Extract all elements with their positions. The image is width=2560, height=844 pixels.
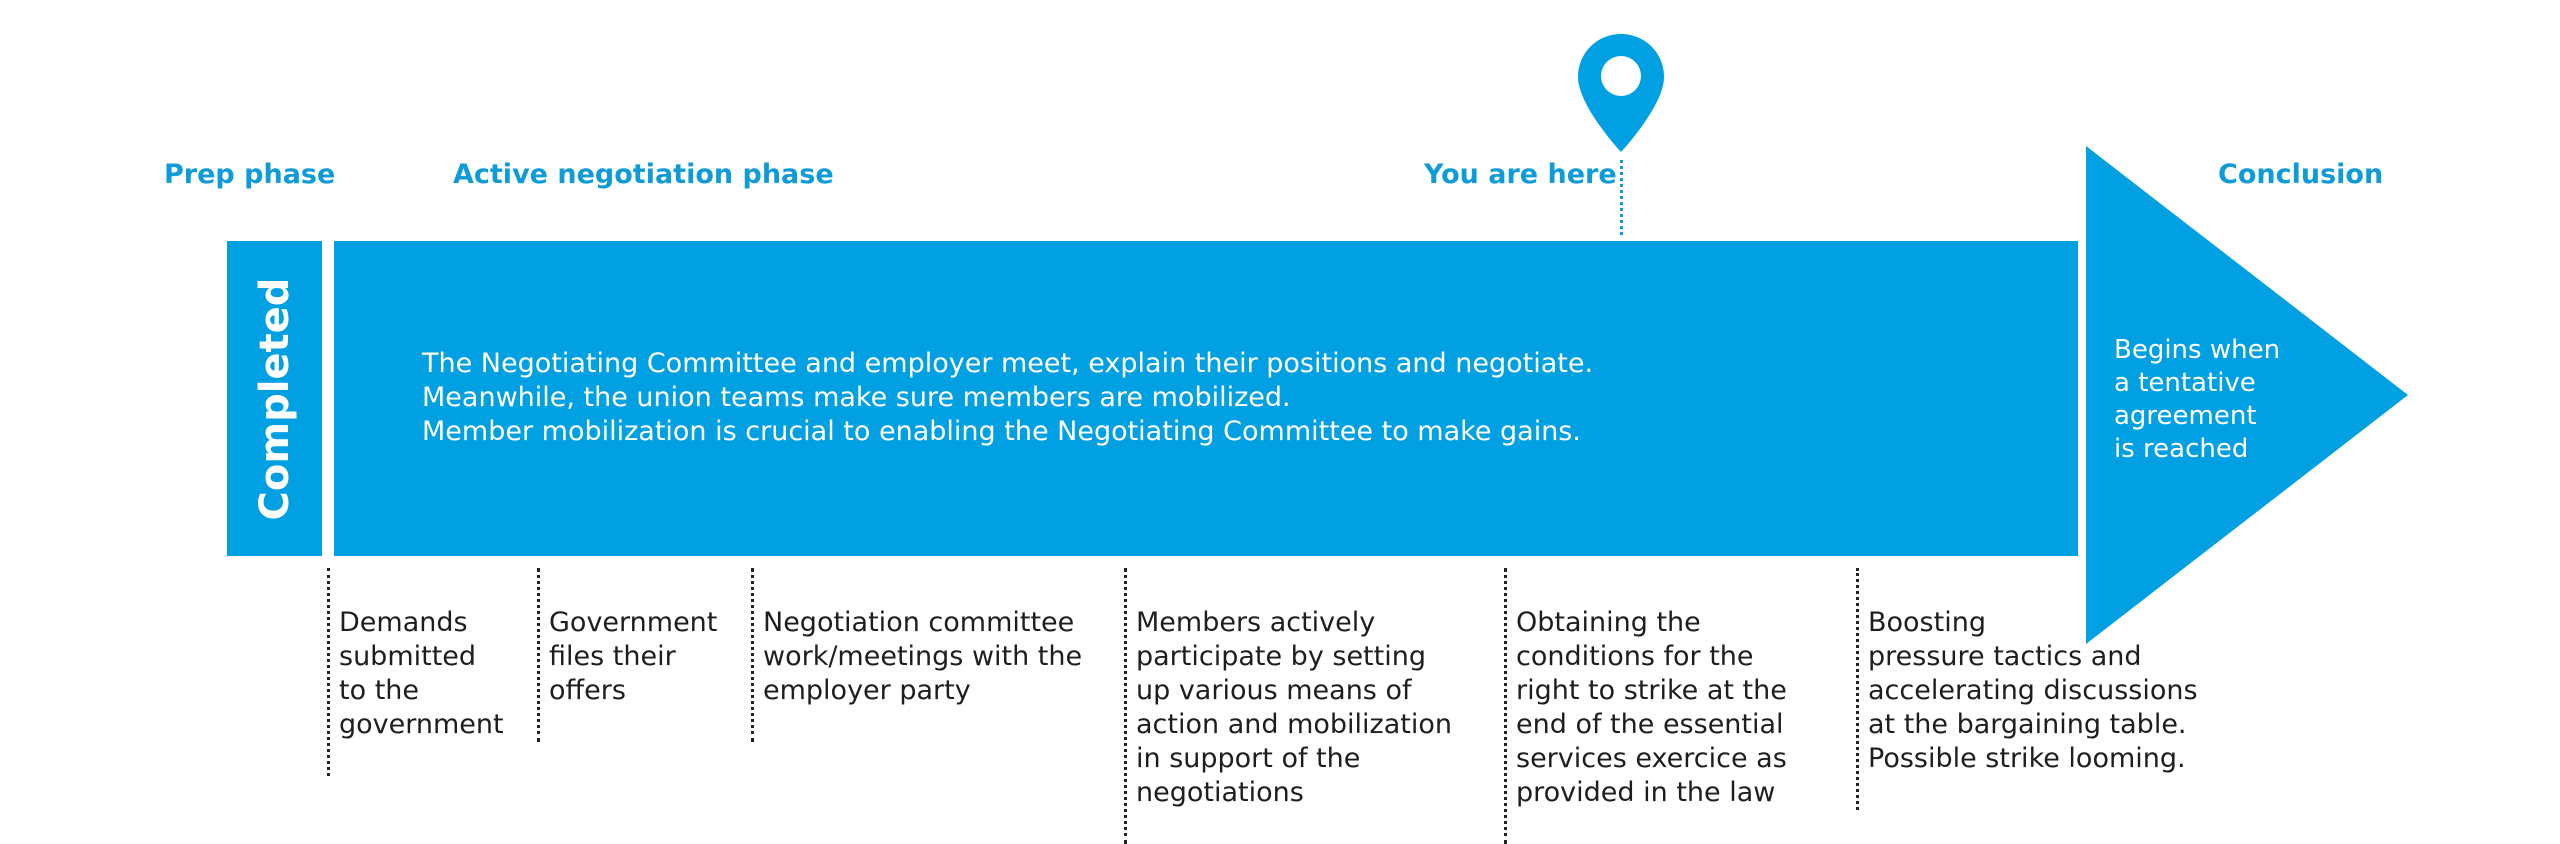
description-line: Member mobilization is crucial to enabling the Negotiating Committee to make gains. [422,416,1581,447]
active-phase-description [422,347,1593,449]
timeline-step [327,568,504,776]
step-line: government [339,709,504,740]
you-are-here-label: You are here [1424,159,1617,190]
timeline-step [1856,568,2198,810]
active-phase-block [334,241,2078,556]
step-text [1868,606,2198,776]
step-line: employer party [763,675,971,706]
conclusion-line: agreement [2114,401,2257,431]
step-line: conditions for the [1516,641,1754,672]
step-line: work/meetings with the [763,641,1083,672]
prep-phase-label: Prep phase [164,159,336,190]
step-line: Negotiation committee [763,607,1075,638]
conclusion-line: is reached [2114,434,2249,464]
step-line: in support of the [1136,743,1361,774]
step-line: accelerating discussions [1868,675,2198,706]
step-line: up various means of [1136,675,1412,706]
step-line: services exercice as [1516,743,1787,774]
step-text [339,606,504,742]
step-line: at the bargaining table. [1868,709,2187,740]
step-line: end of the essential [1516,709,1784,740]
location-pin-icon [1578,34,1664,154]
completed-label: Completed [251,277,298,520]
completed-phase-block [227,241,322,556]
step-line: negotiations [1136,777,1304,808]
step-line: offers [549,675,626,706]
description-line: The Negotiating Committee and employer meet, explain their positions and negotiate. [422,348,1594,379]
you-are-here-marker-line [1620,160,1623,235]
conclusion-line: Begins when [2114,335,2281,365]
step-line: participate by setting [1136,641,1426,672]
step-line: Boosting [1868,607,1986,638]
step-line: to the [339,675,419,706]
step-line: submitted [339,641,477,672]
active-phase-label: Active negotiation phase [453,159,834,190]
timeline-step [751,568,1082,742]
step-line: Members actively [1136,607,1376,638]
step-line: action and mobilization [1136,709,1452,740]
description-line: Meanwhile, the union teams make sure members are mobilized. [422,382,1291,413]
conclusion-phase-label: Conclusion [2218,159,2384,190]
step-text [1136,606,1452,810]
step-text [763,606,1082,708]
step-line: Demands [339,607,468,638]
step-line: Government [549,607,718,638]
timeline-step [537,568,717,742]
step-line: Obtaining the [1516,607,1701,638]
timeline-step [1504,568,1787,844]
conclusion-line: a tentative [2114,368,2256,398]
conclusion-description [2114,334,2280,466]
step-line: right to strike at the [1516,675,1787,706]
step-line: pressure tactics and [1868,641,2142,672]
timeline-step [1124,568,1452,844]
step-text [1516,606,1787,810]
step-text [549,606,717,708]
step-line: files their [549,641,676,672]
step-line: Possible strike looming. [1868,743,2186,774]
step-line: provided in the law [1516,777,1776,808]
